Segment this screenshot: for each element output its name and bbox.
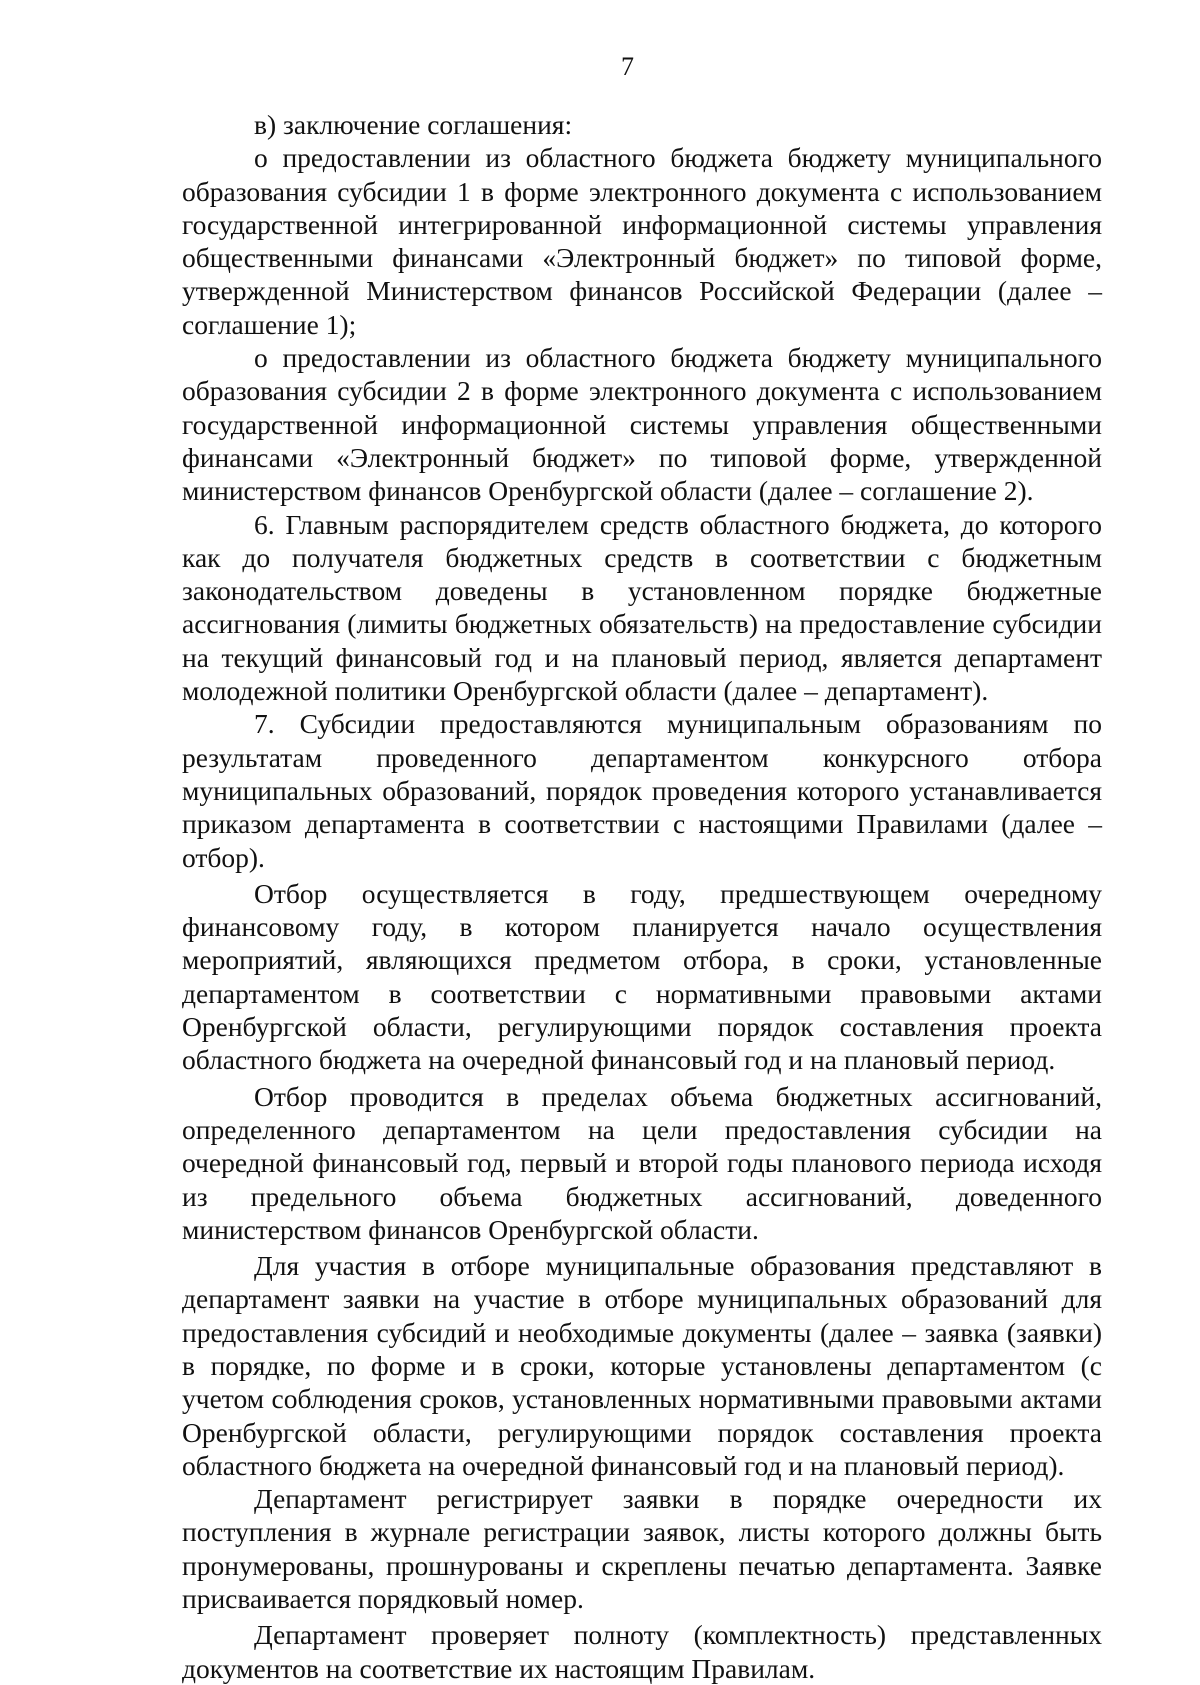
paragraph-registration: Департамент регистрирует заявки в порядке очередности их поступления в журнале регистрации заявок, листы которого должны быть пронумерованы, прошнурованы и скреплены печатью департамента. Заявке присваивается порядковый номер. — [182, 1483, 1102, 1615]
document-body — [182, 108, 1102, 1685]
paragraph-applications: Для участия в отборе муниципальные образования представляют в департамент заявки на участие в отборе муниципальных образований для предоставления субсидий и необходимые документы (далее – заявка (заявки) в порядке, по форме и в сроки, которые установлены департаментом (с учетом соблюдения сроков, установленных нормативными правовыми актами Оренбургской области, регулирующими порядок составления проекта областного бюджета на очередной финансовый год и на плановый период). — [182, 1250, 1102, 1481]
paragraph-agreement-1: о предоставлении из областного бюджета бюджету муниципального образования субсидии 1 в форме электронного документа с использованием государственной интегрированной информационной системы управления общественными финансами «Электронный бюджет» по типовой форме, утвержденной Министерством финансов Российской Федерации (далее – соглашение 1); — [182, 142, 1102, 340]
paragraph-selection-timing: Отбор осуществляется в году, предшествующем очередному финансовому году, в котором планируется начало осуществления мероприятий, являющихся предметом отбора, в сроки, установленные департаментом в соответствии с нормативными правовыми актами Оренбургской области, регулирующими порядок составления проекта областного бюджета на очередной финансовый год и на плановый период. — [182, 877, 1102, 1076]
paragraph-agreement-intro: в) заключение соглашения: — [254, 109, 573, 140]
paragraph-item-6: 6. Главным распорядителем средств областного бюджета, до которого как до получателя бюджетных средств в соответствии с бюджетным законодательством доведены в установленном порядке бюджетные ассигнования (лимиты бюджетных обязательств) на предоставление субсидии на текущий финансовый год и на плановый период, является департамент молодежной политики Оренбургской области (далее – департамент). — [182, 508, 1102, 707]
paragraph-agreement-2: о предоставлении из областного бюджета бюджету муниципального образования субсидии 2 в форме электронного документа с использованием государственной информационной системы управления общественными финансами «Электронный бюджет» по типовой форме, утвержденной министерством финансов Оренбургской области (далее – соглашение 2). — [182, 342, 1102, 507]
paragraph-selection-budget: Отбор проводится в пределах объема бюджетных ассигнований, определенного департаментом на цели предоставления субсидии на очередной финансовый год, первый и второй годы планового периода исходя из предельного объема бюджетных ассигнований, доведенного министерством финансов Оренбургской области. — [182, 1080, 1102, 1245]
paragraph-verification: Департамент проверяет полноту (комплектность) представленных документов на соответствие их настоящим Правилам. — [182, 1619, 1102, 1684]
page-number: 7 — [621, 52, 634, 81]
paragraph-item-7: 7. Субсидии предоставляются муниципальным образованиям по результатам проведенного департаментом конкурсного отбора муниципальных образований, порядок проведения которого устанавливается приказом департамента в соответствии с настоящими Правилами (далее – отбор). — [182, 708, 1102, 873]
